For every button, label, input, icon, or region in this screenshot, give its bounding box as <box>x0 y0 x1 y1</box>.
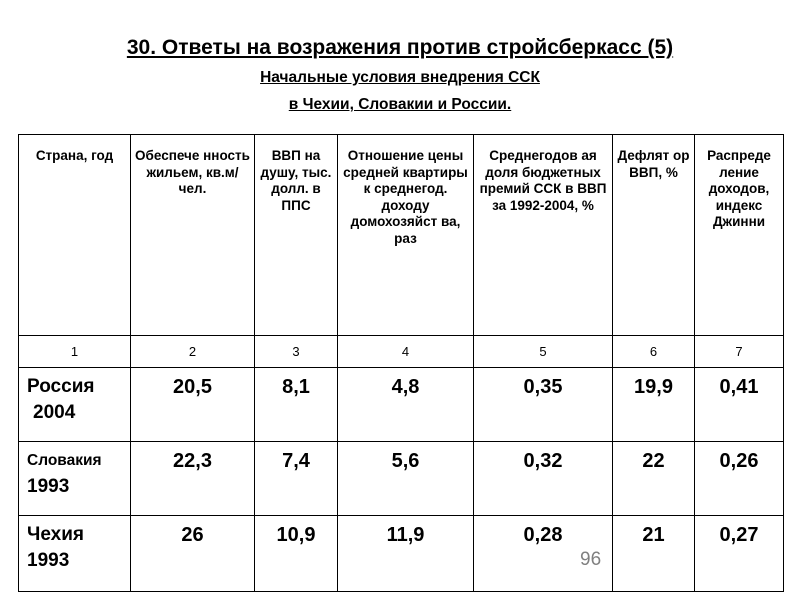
value-cell: 0,35 <box>474 368 613 442</box>
value-cell: 21 <box>613 516 695 592</box>
value-cell: 11,9 <box>338 516 474 592</box>
value-cell: 26 <box>131 516 255 592</box>
country-name: Россия <box>27 376 95 397</box>
table-header-row <box>19 135 784 336</box>
table-header-cell: Распреде ление доходов, индекс Джинни <box>695 135 784 336</box>
column-number: 7 <box>695 336 784 368</box>
table-row <box>19 368 784 442</box>
country-cell <box>19 442 131 516</box>
value-cell: 4,8 <box>338 368 474 442</box>
comparison-table <box>18 134 784 592</box>
table-header-cell: Обеспече нность жильем, кв.м/чел. <box>131 135 255 336</box>
column-number: 1 <box>19 336 131 368</box>
value-cell: 19,9 <box>613 368 695 442</box>
value-cell: 0,41 <box>695 368 784 442</box>
column-number: 2 <box>131 336 255 368</box>
value-cell: 22,3 <box>131 442 255 516</box>
value-cell: 8,1 <box>255 368 338 442</box>
column-number: 4 <box>338 336 474 368</box>
table-header-cell: Среднегодов ая доля бюджетных премий ССК в ВВП за 1992-2004, % <box>474 135 613 336</box>
country-name: Словакия <box>27 452 102 469</box>
country-cell <box>19 368 131 442</box>
table-row <box>19 516 784 592</box>
table-row <box>19 442 784 516</box>
value-cell: 0,27 <box>695 516 784 592</box>
column-number: 5 <box>474 336 613 368</box>
country-name: Чехия <box>27 524 84 545</box>
value-cell: 0,28 <box>474 516 613 592</box>
table-header-cell: Отношение цены средней квартиры к среднегод. доходу домохозяйст ва, раз <box>338 135 474 336</box>
table-header-cell: Дефлят ор ВВП, % <box>613 135 695 336</box>
country-year: 1993 <box>27 476 70 497</box>
subtitle-line-1: Начальные условия внедрения ССК <box>260 69 540 86</box>
value-cell: 0,32 <box>474 442 613 516</box>
page-number: 96 <box>580 549 602 570</box>
value-cell: 0,26 <box>695 442 784 516</box>
column-number: 6 <box>613 336 695 368</box>
subtitle-line-2: в Чехии, Словакии и России. <box>288 96 512 113</box>
column-number-row <box>19 336 784 368</box>
country-cell <box>19 516 131 592</box>
table-header-cell: Страна, год <box>19 135 131 336</box>
value-cell: 7,4 <box>255 442 338 516</box>
slide-title: 30. Ответы на возражения против стройсберкасс (5) <box>126 36 674 59</box>
value-cell: 10,9 <box>255 516 338 592</box>
value-cell: 5,6 <box>338 442 474 516</box>
country-year: 1993 <box>27 550 70 571</box>
table-header-cell: ВВП на душу, тыс. долл. в ППС <box>255 135 338 336</box>
country-year: 2004 <box>33 402 76 423</box>
value-cell: 20,5 <box>131 368 255 442</box>
column-number: 3 <box>255 336 338 368</box>
value-cell: 22 <box>613 442 695 516</box>
